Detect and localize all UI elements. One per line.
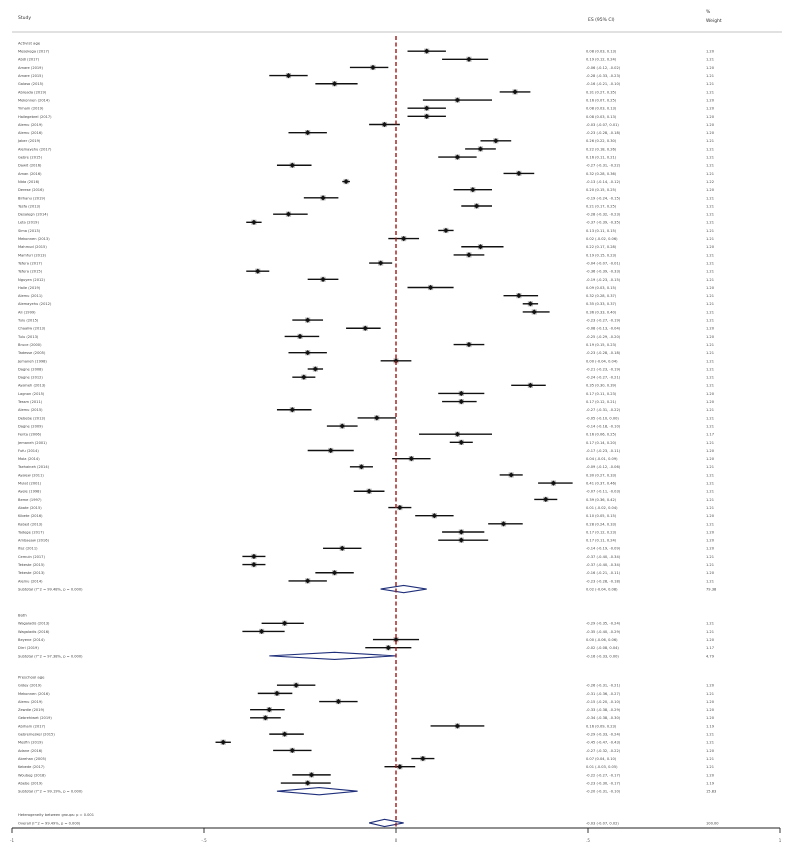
study-ci-text: -0.37 (-0.40, -0.34) (586, 554, 621, 559)
study-label: Kebede (2017) (18, 765, 45, 770)
study-weight: 1.21 (706, 465, 715, 470)
study-label: Zewdie (2019) (18, 708, 45, 713)
study-label: Tessm (2011) (18, 400, 43, 404)
study-weight: 1.21 (706, 342, 715, 347)
header-weight-percent: % (706, 10, 711, 15)
study-label: Woubeg (2018) (18, 773, 46, 778)
x-axis (10, 36, 782, 843)
study-weight: 1.21 (706, 277, 715, 282)
study-ci-text: 0.19 (0.15, 0.23) (586, 253, 617, 258)
study-ci-text: 0.00 (-0.04, 0.04) (586, 359, 618, 364)
study-ci-text: -0.06 (-0.12, -0.02) (586, 65, 621, 70)
study-weight: 1.21 (706, 196, 715, 201)
study-ci-text: 0.08 (0.03, 0.13) (586, 49, 617, 54)
study-label: Nguyen (2012) (18, 277, 45, 282)
study-weight: 1.21 (706, 481, 715, 486)
study-weight: 1.21 (706, 220, 715, 225)
study-label: Desalegn (2014) (18, 212, 48, 217)
study-label: Abate (2015) (18, 505, 42, 510)
study-weight: 1.21 (706, 383, 715, 388)
study-ci-text: 0.32 (0.28, 0.36) (586, 171, 617, 176)
study-ci-text: -0.16 (-0.21, -0.10) (586, 82, 621, 87)
study-label: Ayalew (2011) (18, 473, 44, 478)
study-label: Abrehan (2005) (18, 756, 47, 761)
study-label: Gebrehiwet (2019) (18, 716, 52, 721)
study-label: Fufu (2014) (18, 448, 39, 453)
study-weight: 1.21 (706, 237, 715, 241)
study-label: Tekeste (2013) (18, 571, 45, 576)
study-ci-text: 0.22 (0.18, 0.26) (586, 147, 617, 152)
study-ci-text: 0.17 (0.12, 0.21) (586, 400, 617, 404)
study-label: Beyene (2014) (18, 637, 45, 642)
study-weight: 1.21 (706, 351, 715, 356)
x-tick-label: .5 (586, 838, 590, 843)
study-label: Haile (2019) (18, 285, 41, 290)
forest-rows (17, 41, 719, 827)
study-ci-text: 0.35 (0.30, 0.39) (586, 383, 617, 388)
study-label: Abdi (2017) (18, 57, 40, 62)
study-weight: 1.21 (706, 82, 715, 87)
study-weight: 1.21 (706, 408, 715, 413)
study-weight: 1.20 (706, 748, 715, 753)
subtotal-ci-text: -0.20 (-0.31, -0.10) (586, 789, 621, 794)
study-label: Ali (1999) (18, 310, 36, 315)
study-label: Beme (1997) (18, 497, 42, 502)
study-ci-text: 0.19 (0.12, 0.24) (586, 57, 617, 62)
study-weight: 1.20 (706, 106, 715, 111)
study-ci-text: 0.08 (0.03, 0.13) (586, 106, 617, 111)
study-label: Abebe (2019) (18, 781, 43, 786)
study-ci-text: -0.36 (-0.39, -0.33) (586, 269, 621, 274)
study-ci-text: -0.25 (-0.29, -0.20) (586, 334, 621, 339)
study-label: Ayele (1998) (18, 489, 41, 494)
study-ci-text: -0.22 (-0.27, -0.17) (586, 773, 621, 778)
study-label: Alemu (2016) (18, 131, 43, 136)
study-ci-text: -0.28 (-0.32, -0.23) (586, 212, 621, 217)
study-ci-text: 0.17 (0.14, 0.20) (586, 440, 617, 445)
study-label: Mekonnen (2016) (18, 691, 50, 696)
study-label: Wagaladis (2016) (18, 629, 50, 634)
x-tick-label: 1 (778, 838, 782, 843)
study-label: Tulu (2013) (18, 334, 39, 339)
study-ci-text: 0.36 (0.33, 0.40) (586, 310, 617, 315)
study-weight: 1.17 (706, 646, 715, 651)
study-weight: 1.20 (706, 514, 715, 519)
study-ci-text: -0.02 (-0.08, 0.04) (586, 646, 619, 651)
study-label: Jemaneh (1998) (18, 359, 47, 364)
study-ci-text: 0.01 (-0.02, 0.04) (586, 505, 618, 510)
study-ci-text: -0.19 (-0.24, -0.15) (586, 196, 621, 201)
study-weight: 1.20 (706, 637, 715, 642)
study-ci-text: 0.17 (0.12, 0.23) (586, 530, 617, 535)
study-weight: 1.20 (706, 683, 715, 688)
study-ci-text: 0.28 (0.24, 0.33) (586, 522, 617, 527)
study-label: Dawit (2016) (18, 163, 42, 168)
study-ci-text: -0.31 (-0.36, -0.27) (586, 691, 621, 696)
study-ci-text: 0.16 (0.07, 0.25) (586, 98, 617, 103)
study-weight: 1.20 (706, 114, 715, 119)
study-label: Amare (2019) (18, 65, 43, 70)
study-weight: 1.21 (706, 74, 715, 78)
study-label: Galaso (2015) (18, 82, 44, 87)
study-label: Alemu (2019) (18, 699, 43, 704)
study-weight: 1.20 (706, 285, 715, 290)
header-study: Study (18, 16, 31, 21)
study-label: Sima (2013) (18, 228, 41, 233)
study-ci-text: -0.45 (-0.47, -0.43) (586, 740, 621, 745)
study-ci-text: 0.02 (-0.02, 0.06) (586, 237, 618, 241)
study-label: Leta (2019) (18, 220, 39, 225)
study-label: Alemayehu (2017) (18, 147, 52, 152)
study-weight: 1.20 (706, 773, 715, 778)
study-label: Gidey (2019) (18, 683, 42, 688)
overall-diamond (369, 819, 404, 826)
study-weight: 1.21 (706, 691, 715, 696)
study-weight: 1.21 (706, 367, 715, 372)
study-label: Jaber (2019) (18, 139, 41, 144)
study-ci-text: 0.16 (0.06, 0.25) (586, 432, 617, 437)
subtotal-diamond (269, 652, 396, 659)
study-ci-text: 0.10 (0.05, 0.15) (586, 514, 617, 519)
study-weight: 1.17 (706, 432, 715, 437)
study-weight: 1.20 (706, 546, 715, 551)
study-weight: 1.21 (706, 554, 715, 559)
study-weight: 1.21 (706, 302, 715, 307)
study-weight: 1.20 (706, 334, 715, 339)
study-ci-text: 0.16 (0.09, 0.23) (586, 724, 617, 729)
study-ci-text: -0.19 (-0.23, -0.15) (586, 277, 621, 282)
study-label: Mesekega (2017) (18, 49, 50, 54)
study-weight: 1.21 (706, 629, 715, 634)
study-weight: 1.21 (706, 440, 715, 445)
study-label: Dirri (2019) (18, 646, 39, 651)
study-weight: 1.20 (706, 400, 715, 404)
study-ci-text: 0.32 (0.28, 0.37) (586, 294, 617, 299)
study-weight: 1.21 (706, 416, 715, 421)
study-label: Abreada (2019) (18, 90, 47, 95)
subtotal-label: Subtotal (I^2 = 99.48%, p = 0.000) (18, 587, 83, 592)
overall-ci-text: -0.03 (-0.07, 0.02) (586, 821, 619, 826)
study-weight: 1.21 (706, 139, 715, 144)
study-ci-text: 0.35 (0.33, 0.37) (586, 302, 617, 307)
study-label: Nida (2016) (18, 179, 40, 184)
study-label: Fenta (2006) (18, 432, 42, 437)
study-ci-text: 0.17 (0.11, 0.24) (586, 538, 617, 543)
study-ci-text: 0.22 (0.17, 0.28) (586, 245, 617, 250)
study-label: Alemu (2011) (18, 294, 43, 299)
subtotal-label: Subtotal (I^2 = 99.19%, p = 0.000) (18, 789, 83, 794)
study-ci-text: -0.27 (-0.32, -0.22) (586, 748, 621, 753)
study-label: Chaaliw (2013) (18, 326, 46, 331)
study-ci-text: -0.29 (-0.35, -0.24) (586, 621, 621, 626)
study-weight: 1.20 (706, 326, 715, 331)
study-label: Ayalneh (2013) (18, 383, 46, 388)
study-ci-text: 0.17 (0.11, 0.23) (586, 391, 617, 396)
study-ci-text: -0.08 (-0.13, -0.04) (586, 326, 621, 331)
study-weight: 1.21 (706, 497, 715, 502)
study-ci-text: 0.19 (0.15, 0.23) (586, 342, 617, 347)
study-label: Gebremeskel (2015) (18, 732, 55, 737)
study-label: Dagne (2009) (18, 424, 43, 429)
study-label: Mekonnen (2014) (18, 98, 50, 103)
study-label: Kibete (2016) (18, 514, 43, 519)
study-ci-text: 0.00 (-0.06, 0.06) (586, 637, 618, 642)
study-weight: 1.21 (706, 621, 715, 626)
subtotal-diamond (381, 585, 427, 592)
study-ci-text: -0.04 (-0.07, -0.01) (586, 261, 621, 266)
study-ci-text: -0.37 (-0.39, -0.35) (586, 220, 621, 225)
study-weight: 1.21 (706, 765, 715, 770)
study-ci-text: -0.16 (-0.21, -0.11) (586, 571, 621, 576)
study-label: Alemu (2014) (18, 579, 43, 584)
study-weight: 1.21 (706, 424, 715, 429)
study-ci-text: -0.23 (-0.27, -0.19) (586, 318, 621, 323)
study-ci-text: 0.31 (0.27, 0.35) (586, 90, 617, 95)
study-ci-text: -0.26 (-0.31, -0.21) (586, 683, 621, 688)
study-weight: 1.20 (706, 448, 715, 453)
study-label: Lagnon (2015) (18, 391, 45, 396)
study-label: Tefera (2015) (18, 269, 43, 274)
study-weight: 1.21 (706, 522, 715, 527)
study-weight: 1.20 (706, 716, 715, 721)
study-weight: 1.21 (706, 375, 715, 380)
study-label: Abrham (2017) (18, 724, 46, 729)
study-label: Tadege (2017) (18, 530, 44, 535)
x-tick-label: -1 (10, 838, 14, 843)
header-weight: Weight (706, 19, 722, 24)
study-ci-text: -0.23 (-0.28, -0.18) (586, 579, 621, 584)
subtotal-ci-text: 0.02 (-0.04, 0.08) (586, 587, 618, 592)
study-weight: 1.20 (706, 65, 715, 70)
study-ci-text: -0.23 (-0.30, -0.17) (586, 781, 621, 786)
study-label: Jemaneh (2001) (18, 440, 47, 445)
study-ci-text: 0.26 (0.22, 0.30) (586, 139, 617, 144)
study-label: Cemuin (2017) (18, 554, 45, 559)
subtotal-ci-text: -0.16 (-0.33, 0.00) (586, 654, 619, 659)
study-weight: 1.21 (706, 261, 715, 266)
study-weight: 1.21 (706, 228, 715, 233)
study-weight: 1.21 (706, 756, 715, 761)
study-ci-text: -0.17 (-0.23, -0.11) (586, 448, 621, 453)
study-ci-text: 0.09 (0.03, 0.15) (586, 285, 617, 290)
study-label: Ifaz (2011) (18, 546, 38, 551)
study-ci-text: -0.14 (-0.19, -0.09) (586, 546, 621, 551)
study-ci-text: -0.09 (-0.12, -0.06) (586, 465, 621, 470)
group-label: Preschool age (18, 674, 45, 680)
study-ci-text: -0.03 (-0.07, 0.01) (586, 122, 619, 127)
study-label: Amare (2015) (18, 74, 43, 78)
study-weight: 1.21 (706, 155, 715, 160)
study-weight: 1.21 (706, 163, 715, 168)
study-label: Tefera (2017) (18, 261, 43, 266)
study-ci-text: -0.35 (-0.40, -0.29) (586, 629, 621, 634)
subtotal-weight: 79.38 (706, 587, 717, 592)
study-ci-text: 0.21 (0.17, 0.25) (586, 204, 617, 209)
study-ci-text: -0.23 (-0.28, -0.18) (586, 351, 621, 356)
study-weight: 1.21 (706, 473, 715, 478)
study-label: Hailegebrel (2017) (18, 114, 52, 119)
study-ci-text: 0.30 (0.27, 0.33) (586, 473, 617, 478)
study-label: Mulat (2001) (18, 481, 42, 486)
study-ci-text: 0.04 (-0.01, 0.09) (586, 457, 618, 462)
group-label: Activist age (18, 40, 41, 46)
study-ci-text: -0.29 (-0.33, -0.24) (586, 732, 621, 737)
study-weight: 1.20 (706, 49, 715, 54)
study-weight: 1.20 (706, 538, 715, 543)
study-ci-text: 0.01 (-0.03, 0.05) (586, 765, 618, 770)
study-ci-text: 0.20 (0.15, 0.25) (586, 188, 617, 193)
study-label: Dagne (2012) (18, 375, 43, 380)
study-label: Adane (2016) (18, 748, 43, 753)
study-weight: 1.21 (706, 505, 715, 510)
study-weight: 1.20 (706, 391, 715, 396)
study-ci-text: -0.07 (-0.11, -0.03) (586, 489, 621, 494)
subtotal-diamond (277, 788, 358, 795)
study-label: Bruce (2000) (18, 342, 42, 347)
study-ci-text: -0.21 (-0.23, -0.19) (586, 367, 621, 372)
study-weight: 1.21 (706, 294, 715, 299)
study-weight: 1.21 (706, 489, 715, 494)
study-weight: 1.20 (706, 571, 715, 576)
study-label: Dagne (2008) (18, 367, 43, 372)
study-weight: 1.21 (706, 204, 715, 209)
study-weight: 1.20 (706, 98, 715, 103)
overall-label: Overall (I^2 = 99.49%, p = 0.000) (18, 821, 81, 826)
study-label: Birhanu (2019) (18, 196, 46, 201)
study-label: Mesfin (2019) (18, 740, 43, 745)
study-weight: 1.19 (706, 724, 715, 729)
subtotal-weight: 4.79 (706, 654, 715, 659)
study-weight: 1.21 (706, 269, 715, 274)
study-weight: 1.20 (706, 457, 715, 462)
study-label: Tsehaineh (2014) (18, 465, 50, 470)
study-label: Wagaladis (2013) (18, 621, 50, 626)
study-ci-text: -0.15 (-0.20, -0.10) (586, 699, 621, 704)
study-weight: 1.21 (706, 310, 715, 315)
study-weight: 1.22 (706, 179, 715, 184)
study-label: Debebe (2013) (18, 416, 46, 421)
study-label: Kabed (2013) (18, 522, 43, 527)
study-label: Aman (2016) (18, 171, 42, 176)
x-tick-label: -.5 (201, 838, 207, 843)
study-weight: 1.21 (706, 171, 715, 176)
study-weight: 1.21 (706, 732, 715, 737)
study-label: Tulu (2015) (18, 318, 39, 323)
study-ci-text: -0.24 (-0.27, -0.21) (586, 375, 621, 380)
study-label: Mola (2014) (18, 457, 40, 462)
study-ci-text: -0.28 (-0.33, -0.23) (586, 74, 621, 78)
study-weight: 1.21 (706, 90, 715, 95)
study-weight: 1.19 (706, 781, 715, 786)
study-weight: 1.21 (706, 563, 715, 567)
study-label: Derese (2016) (18, 188, 44, 193)
study-weight: 1.20 (706, 131, 715, 136)
study-ci-text: 0.08 (0.03, 0.13) (586, 114, 617, 119)
study-ci-text: -0.05 (-0.10, 0.00) (586, 416, 619, 421)
study-label: Mamfuri (2013) (18, 253, 46, 258)
study-weight: 1.21 (706, 57, 715, 62)
study-ci-text: 0.13 (0.11, 0.15) (586, 228, 617, 233)
study-weight: 1.21 (706, 212, 715, 217)
study-label: Ambaeaw (2016) (18, 538, 49, 543)
study-label: Mahmud (2015) (18, 245, 47, 250)
study-weight: 1.21 (706, 579, 715, 584)
heterogeneity-note: Heterogeneity between groups: p = 0.001 (18, 813, 94, 818)
study-label: Yimam (2019) (18, 106, 44, 111)
study-ci-text: 0.16 (0.11, 0.21) (586, 155, 617, 160)
study-ci-text: -0.23 (-0.28, -0.18) (586, 131, 621, 136)
subtotal-label: Subtotal (I^2 = 97.38%, p = 0.000) (18, 654, 83, 659)
x-tick-label: 0 (394, 838, 398, 843)
study-label: Alemu (2019) (18, 122, 43, 127)
study-weight: 1.21 (706, 318, 715, 323)
study-label: Tekeste (2015) (18, 563, 45, 567)
study-weight: 1.21 (706, 147, 715, 152)
study-ci-text: -0.34 (-0.38, -0.30) (586, 716, 621, 721)
study-ci-text: -0.27 (-0.31, -0.22) (586, 163, 621, 168)
group-label: Both (18, 612, 27, 618)
study-weight: 1.20 (706, 699, 715, 704)
study-ci-text: -0.14 (-0.18, -0.10) (586, 424, 621, 429)
study-label: Tadesse (2005) (18, 351, 46, 356)
header-es-ci: ES (95% CI) (588, 18, 615, 23)
study-ci-text: -0.27 (-0.31, -0.22) (586, 408, 621, 413)
study-weight: 1.20 (706, 245, 715, 250)
study-ci-text: -0.13 (-0.14, -0.12) (586, 179, 621, 184)
study-weight: 1.20 (706, 122, 715, 127)
study-weight: 1.20 (706, 188, 715, 193)
study-label: Tesfa (2013) (18, 204, 41, 209)
study-weight: 1.21 (706, 359, 715, 364)
study-ci-text: 0.41 (0.37, 0.46) (586, 481, 617, 486)
study-label: Alemu (2015) (18, 408, 43, 413)
study-weight: 1.20 (706, 530, 715, 535)
subtotal-weight: 15.83 (706, 789, 717, 794)
study-label: Gebre (2015) (18, 155, 42, 160)
study-ci-text: 0.39 (0.36, 0.42) (586, 497, 617, 502)
study-weight: 1.21 (706, 740, 715, 745)
study-ci-text: 0.07 (0.04, 0.10) (586, 756, 617, 761)
study-weight: 1.21 (706, 253, 715, 258)
study-label: Alemayehu (2012) (18, 302, 52, 307)
overall-weight: 100.00 (706, 821, 719, 826)
study-ci-text: -0.37 (-0.40, -0.34) (586, 563, 621, 567)
study-ci-text: -0.33 (-0.38, -0.29) (586, 708, 621, 713)
study-label: Mekonnen (2013) (18, 237, 50, 241)
study-weight: 1.20 (706, 708, 715, 713)
